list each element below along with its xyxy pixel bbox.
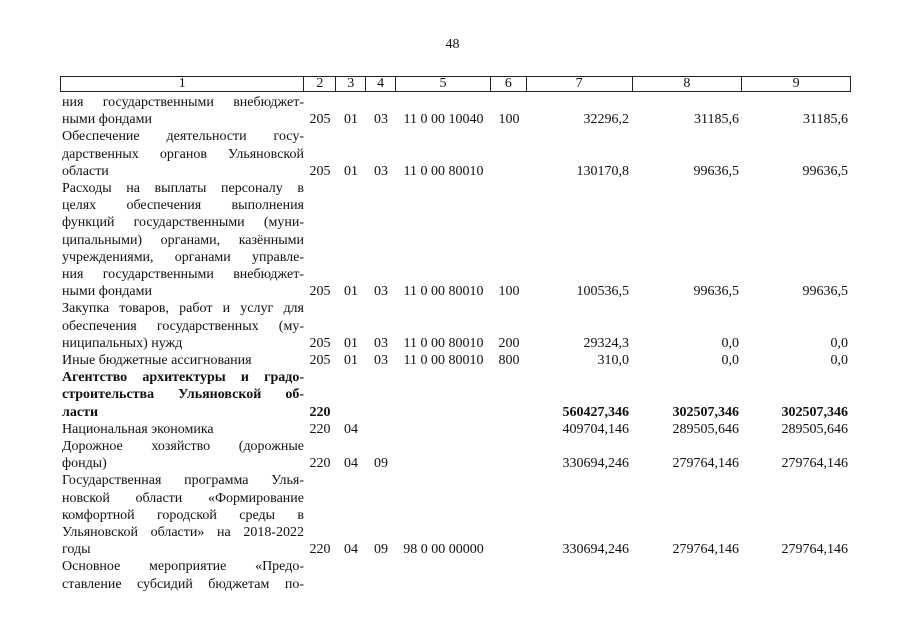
amount-col-7: 330694,246 [562,456,629,472]
ministry-code: 205 [309,353,331,369]
table-row [60,180,851,300]
row-description [60,421,304,438]
row-description [60,369,304,421]
ministry-code: 205 [309,112,331,128]
section-code: 01 [344,353,358,369]
amount-col-9: 0,0 [830,353,848,369]
expense-type-code: 200 [498,335,520,351]
amount-col-7: 330694,246 [562,542,629,558]
ministry-code: 220 [309,542,331,558]
description-line: ными фондами [62,284,153,300]
row-description [60,438,304,472]
page-number: 48 [445,37,460,52]
subsection-code: 09 [374,456,388,472]
subsection-code: 03 [374,284,388,300]
amount-col-7: 409704,146 [562,421,629,437]
description-line: функций государственными (муни- [62,215,304,231]
amount-col-9: 99636,5 [802,163,848,179]
description-line: годы [62,542,91,558]
amount-col-8: 302507,346 [672,404,739,420]
amount-col-9: 31185,6 [803,112,848,128]
amount-col-7: 32296,2 [583,112,629,128]
section-code: 01 [344,163,358,179]
table-row [60,558,851,592]
amount-col-8: 289505,646 [672,421,739,437]
description-line: Иные бюджетные ассигнования [62,353,252,369]
description-line: Расходы на выплаты персоналу в [62,181,304,197]
amount-col-8: 279764,146 [672,456,739,472]
row-description [60,180,304,300]
target-code: 11 0 00 80010 [403,163,484,179]
header-col-2: 2 [304,77,336,91]
description-line: ными фондами [62,112,153,128]
target-code: 11 0 00 80010 [403,284,484,300]
amount-col-8: 0,0 [721,353,739,369]
target-code: 11 0 00 80010 [403,353,484,369]
description-line: ния государственными внебюджет- [62,95,304,110]
section-code: 04 [344,542,358,558]
amount-col-9: 302507,346 [781,404,848,420]
description-line: фонды) [62,456,107,472]
expense-type-code: 100 [498,112,520,128]
table-body [60,94,851,593]
table-row [60,438,851,472]
row-description [60,472,304,558]
target-code: 11 0 00 10040 [403,112,484,128]
table-row [60,369,851,421]
row-description [60,300,304,352]
header-col-6: 6 [491,77,527,91]
header-col-8: 8 [633,77,743,91]
subsection-code: 03 [374,353,388,369]
row-description [60,94,304,128]
ministry-code: 220 [309,404,331,420]
ministry-code: 220 [309,456,331,472]
header-col-5: 5 [396,77,491,91]
description-line: ципальными) органами, казёнными [62,232,304,248]
amount-col-8: 99636,5 [693,284,739,300]
description-line: новской области «Формирование [62,490,304,506]
header-col-4: 4 [366,77,396,91]
amount-col-9: 279764,146 [781,456,848,472]
description-line: ния государственными внебюджет- [62,267,304,283]
amount-col-7: 310,0 [597,353,629,369]
amount-col-8: 99636,5 [693,163,739,179]
subsection-code: 03 [374,163,388,179]
amount-col-7: 29324,3 [583,335,629,351]
description-line: дарственных органов Ульяновской [62,146,304,162]
amount-col-9: 0,0 [830,335,848,351]
amount-col-7: 560427,346 [562,404,629,420]
row-description [60,352,304,369]
ministry-code: 220 [309,421,331,437]
amount-col-8: 279764,146 [672,542,739,558]
amount-col-9: 289505,646 [781,421,848,437]
section-code: 01 [344,335,358,351]
amount-col-8: 31185,6 [694,112,739,128]
section-code: 04 [344,421,358,437]
amount-col-8: 0,0 [721,335,739,351]
table-row [60,472,851,558]
table-row [60,94,851,128]
description-line: целях обеспечения выполнения [62,198,304,214]
amount-col-7: 100536,5 [576,284,629,300]
description-line: Основное мероприятие «Предо- [62,559,304,575]
section-code: 04 [344,456,358,472]
table-row [60,300,851,352]
amount-col-9: 279764,146 [781,542,848,558]
table-header [60,76,851,92]
ministry-code: 205 [309,335,331,351]
section-code: 01 [344,284,358,300]
description-line: учреждениями, органами управле- [62,249,304,265]
description-line: ласти [62,404,99,420]
target-code: 98 0 00 00000 [403,542,484,558]
description-line: обеспечения государственных (му- [62,318,304,334]
row-description [60,558,304,592]
subsection-code: 09 [374,542,388,558]
description-line: ниципальных) нужд [62,335,183,351]
expense-type-code: 100 [498,284,520,300]
description-line: области [62,163,109,179]
section-code: 01 [344,112,358,128]
description-line: Обеспечение деятельности госу- [62,129,304,145]
description-line: Закупка товаров, работ и услуг для [62,301,304,317]
description-line: ставление субсидий бюджетам по- [62,576,304,592]
description-line: комфортной городской среды в [62,507,304,523]
amount-col-9: 99636,5 [802,284,848,300]
table-row [60,128,851,180]
ministry-code: 205 [309,163,331,179]
expense-type-code: 800 [498,353,520,369]
amount-col-7: 130170,8 [576,163,629,179]
description-line: Ульяновской области» на 2018-2022 [62,525,304,541]
header-col-3: 3 [336,77,366,91]
row-description [60,128,304,180]
subsection-code: 03 [374,112,388,128]
description-line: строительства Ульяновской об- [62,387,304,403]
header-col-9: 9 [792,76,800,91]
description-line: Дорожное хозяйство (дорожные [62,439,304,455]
table-row [60,421,851,438]
description-line: Государственная программа Улья- [62,473,304,489]
table-row [60,352,851,369]
description-line: Агентство архитектуры и градо- [62,370,304,386]
header-col-1: 1 [61,77,304,91]
target-code: 11 0 00 80010 [403,335,484,351]
description-line: Национальная экономика [62,421,214,437]
header-col-7: 7 [527,77,633,91]
subsection-code: 03 [374,335,388,351]
ministry-code: 205 [309,284,331,300]
